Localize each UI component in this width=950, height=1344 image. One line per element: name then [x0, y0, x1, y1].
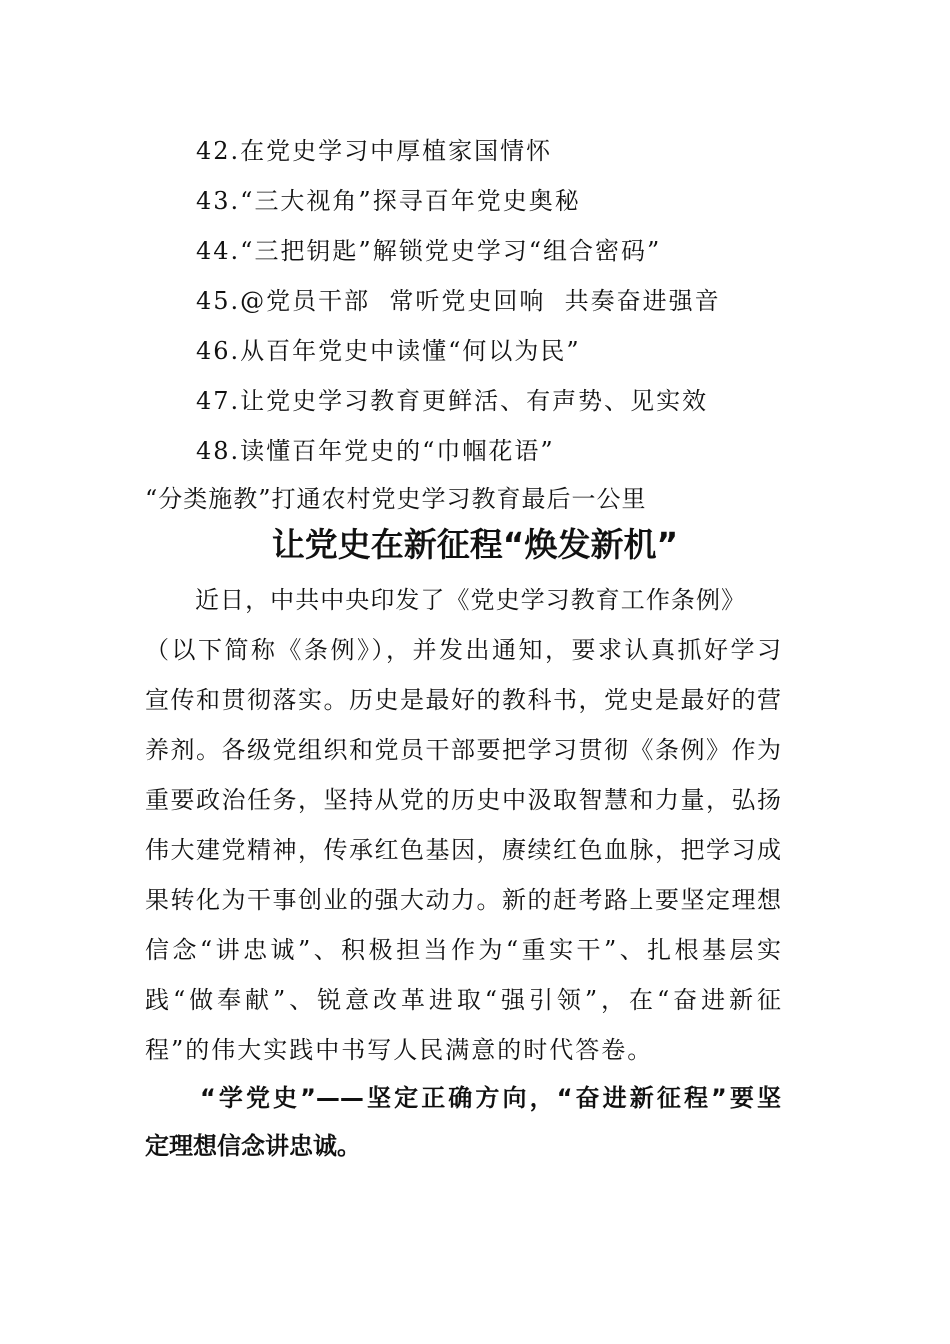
paragraph-line: 重要政治任务，坚持从党的历史中汲取智慧和力量，弘扬	[145, 786, 781, 814]
paragraph-line: 果转化为干事创业的强大动力。新的赶考路上要坚定理想	[145, 886, 781, 914]
article-title: 让党史在新征程“焕发新机”	[271, 525, 679, 564]
paragraph-line: （以下简称《条例》），并发出通知，要求认真抓好学习	[145, 636, 781, 664]
paragraph-line: 践“做奉献”、锐意改革进取“强引领”，在“奋进新征	[145, 986, 781, 1014]
subtitle-line: “分类施教”打通农村党史学习教育最后一公里	[145, 485, 647, 513]
bold-heading-line: “学党史”——坚定正确方向，“奋进新征程”要坚	[200, 1084, 781, 1112]
list-item-46: 46.从百年党史中读懂“何以为民”	[196, 337, 581, 365]
paragraph-line: 伟大建党精神，传承红色基因，赓续红色血脉，把学习成	[145, 836, 781, 864]
paragraph-line: 近日，中共中央印发了《党史学习教育工作条例》	[195, 586, 745, 614]
paragraph-line: 养剂。各级党组织和党员干部要把学习贯彻《条例》作为	[145, 736, 781, 764]
list-item-47: 47.让党史学习教育更鲜活、有声势、见实效	[196, 387, 709, 415]
paragraph-line: 程”的伟大实践中书写人民满意的时代答卷。	[145, 1036, 654, 1064]
list-item-44: 44.“三把钥匙”解锁党史学习“组合密码”	[196, 237, 662, 265]
paragraph-line: 信念“讲忠诚”、积极担当作为“重实干”、扎根基层实	[145, 936, 781, 964]
list-item-45: 45.@党员干部 常听党史回响 共奏奋进强音	[196, 287, 721, 315]
list-item-43: 43.“三大视角”探寻百年党史奥秘	[196, 187, 581, 215]
paragraph-line: 宣传和贯彻落实。历史是最好的教科书，党史是最好的营	[145, 686, 781, 714]
bold-heading-line: 定理想信念讲忠诚。	[145, 1132, 361, 1160]
list-item-42: 42.在党史学习中厚植家国情怀	[196, 137, 553, 165]
list-item-48: 48.读懂百年党史的“巾帼花语”	[196, 437, 555, 465]
